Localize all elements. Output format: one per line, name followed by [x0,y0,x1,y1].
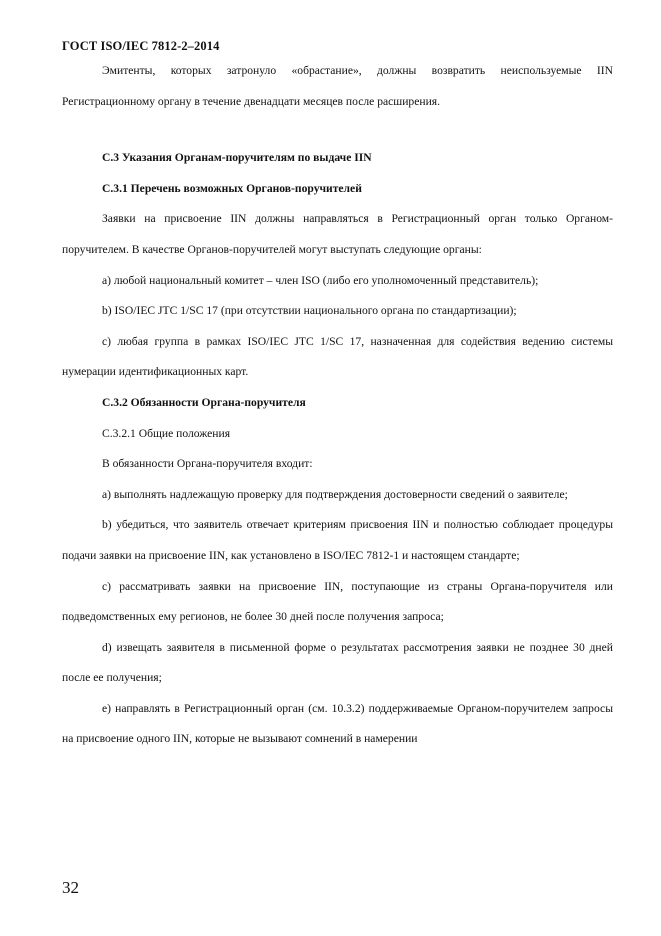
paragraph-return-iin: Эмитенты, которых затронуло «обрастание», должны возвратить неиспользуемые IIN Регистрационному органу в течение двенадцати месяцев после расширения. [62,64,613,108]
duty-item-a: а) выполнять надлежащую проверку для подтверждения достоверности сведений о заявителе; [102,487,568,501]
page-body [62,56,613,755]
heading-c3-2: С.3.2 Обязанности Органа-поручителя [102,395,306,409]
page-number: 32 [62,878,79,897]
paragraph-duties-intro: В обязанности Органа-поручителя входит: [102,457,313,471]
list-item-b: b) ISO/IEC JTC 1/SC 17 (при отсутствии национального органа по стандартизации); [102,304,517,318]
subheading-c3-2-1: С.3.2.1 Общие положения [102,426,231,440]
duty-item-b: b) убедиться, что заявитель отвечает критериям присвоения IIN и полностью соблюдает процедуры подачи заявки на присвоение IIN, как установлено в ISO/IEC 7812-1 и настоящем стандарте; [62,518,613,562]
list-item-c: с) любая группа в рамках ISO/IEC JTC 1/SC 17, назначенная для содействия ведению системы нумерации идентификационных карт. [62,334,613,379]
document-header: ГОСТ ISO/IEC 7812-2–2014 [62,39,220,53]
duty-item-e: е) направлять в Регистрационный орган (см. 10.3.2) поддерживаемые Органом-поручителем запросы на присвоение одного IIN, которые не вызывают сомнений в намерении [62,701,613,746]
heading-c3: С.3 Указания Органам-поручителям по выдаче IIN [102,151,372,165]
section-gap [62,117,613,143]
duty-item-c: с) рассматривать заявки на присвоение IIN, поступающие из страны Органа-поручителя или подведомственных ему регионов, не более 30 дней после получения запроса; [62,579,613,624]
heading-c3-1: С.3.1 Перечень возможных Органов-поручителей [102,181,362,195]
list-item-a: а) любой национальный комитет – член ISO (либо его уполномоченный представитель); [102,273,539,287]
duty-item-d: d) извещать заявителя в письменной форме о результатах рассмотрения заявки не позднее 30 дней после ее получения; [62,640,613,685]
paragraph-applications: Заявки на присвоение IIN должны направляться в Регистрационный орган только Органом-поручителем. В качестве Органов-поручителей могут выступать следующие органы: [62,212,613,256]
